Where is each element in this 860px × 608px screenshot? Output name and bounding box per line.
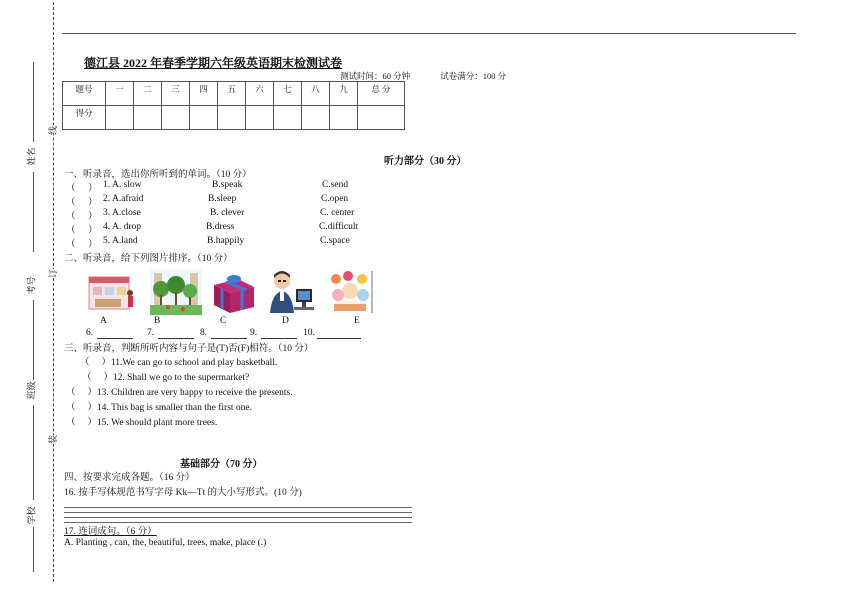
picture-d-computer-image (266, 269, 316, 315)
q3-option-b: B. clever (210, 208, 245, 218)
score-cell[interactable] (302, 106, 330, 130)
score-cell[interactable] (134, 106, 162, 130)
basics-section-title: 基础部分（70 分） (180, 459, 263, 470)
part3-heading: 三、听录音，判断所听内容与句子是(T)否(F)相符。（10 分） (64, 344, 314, 354)
q5-option-c: C.space (320, 236, 350, 246)
q7-answer-line[interactable] (158, 338, 194, 339)
q4-paren: （ (66, 226, 76, 236)
picture-b-label: B (154, 316, 161, 326)
score-cell[interactable] (218, 106, 246, 130)
margin-label-school: 学校 (26, 506, 37, 525)
margin-label-class: 班级 (26, 381, 37, 400)
margin-label-name: 姓名 (26, 147, 37, 166)
score-cell[interactable] (330, 106, 358, 130)
q2-option-c: C.open (321, 194, 349, 204)
picture-e-party-image (326, 269, 374, 315)
score-col-total: 总 分 (358, 82, 405, 106)
binding-mark-zhuang: 装 (45, 435, 60, 444)
q14: （ ）14. This bag is smaller than the first one. (66, 403, 253, 413)
q1-option-b: B.speak (212, 180, 243, 190)
q4-paren-close: ） (88, 226, 98, 236)
q1-paren-close: ） (88, 184, 98, 194)
q17-prompt: 17. 连词成句。（6 分） (64, 527, 157, 537)
picture-c-gift-image (208, 269, 258, 315)
margin-line-name-2 (33, 172, 34, 252)
q1-paren: （ (66, 184, 76, 194)
q17-item-a: A. Planting , can, the, beautiful, trees, make, place (.) (64, 538, 267, 548)
score-cell[interactable] (274, 106, 302, 130)
score-col-8: 八 (302, 82, 330, 106)
q2-paren: （ (66, 198, 76, 208)
handwriting-line[interactable] (64, 517, 412, 518)
picture-b-trees-image (150, 269, 202, 315)
q3-option-a: 3. A.close (103, 208, 141, 218)
exam-full-score: 试卷满分：100 分 (440, 71, 507, 81)
margin-line-name (33, 62, 34, 142)
score-col-7: 七 (274, 82, 302, 106)
score-cell[interactable] (106, 106, 134, 130)
q4-option-c: C.difficult (319, 222, 359, 232)
score-col-5: 五 (218, 82, 246, 106)
handwriting-line[interactable] (64, 507, 412, 508)
score-row-label: 得分 (63, 106, 106, 130)
score-cell[interactable] (358, 106, 405, 130)
q16-prompt: 16. 按手写体规范书写字母 Kk—Tt 的大小写形式。(10 分) (64, 488, 302, 498)
q7-label: 7. (147, 328, 155, 338)
q4-option-a: 4. A. drop (103, 222, 141, 232)
q9-answer-line[interactable] (261, 338, 297, 339)
q10-label: 10. (303, 328, 315, 338)
q5-paren: （ (66, 240, 76, 250)
score-col-1: 一 (106, 82, 134, 106)
q2-option-b: B.sleep (208, 194, 237, 204)
exam-title: 德江县 2022 年春季学期六年级英语期末检测试卷 (84, 56, 343, 70)
score-cell[interactable] (162, 106, 190, 130)
binding-mark-xian: 线 (45, 126, 60, 135)
picture-d-label: D (282, 316, 289, 326)
score-cell[interactable] (190, 106, 218, 130)
q3-paren: （ (66, 212, 76, 222)
margin-label-number: 考号 (26, 276, 37, 295)
score-col-2: 二 (134, 82, 162, 106)
q5-paren-close: ） (88, 240, 98, 250)
top-rule (62, 33, 796, 34)
q2-option-a: 2. A.afraid (103, 194, 144, 204)
score-table (62, 81, 405, 130)
q13: （ ）13. Children are very happy to receive the presents. (66, 388, 293, 398)
q5-option-a: 5. A.land (103, 236, 138, 246)
part1-heading: 一、听录音，选出你所听到的单词。（10 分） (64, 170, 252, 180)
q2-paren-close: ） (88, 198, 98, 208)
score-col-label: 题号 (63, 82, 106, 106)
q11: （ ）11.We can go to school and play basketball. (80, 358, 278, 368)
binding-dashed-line (53, 2, 54, 582)
score-col-6: 六 (246, 82, 274, 106)
margin-line-class (33, 405, 34, 500)
part4-heading: 四、按要求完成各题。（16 分） (64, 473, 195, 483)
score-col-4: 四 (190, 82, 218, 106)
picture-a-label: A (100, 316, 107, 326)
q5-option-b: B.happily (207, 236, 245, 246)
margin-line-number (33, 300, 34, 380)
score-col-3: 三 (162, 82, 190, 106)
q9-label: 9. (250, 328, 258, 338)
margin-line-school (33, 527, 34, 572)
handwriting-line[interactable] (64, 512, 412, 513)
picture-c-label: C (220, 316, 227, 326)
score-col-9: 九 (330, 82, 358, 106)
q8-answer-line[interactable] (211, 338, 247, 339)
q12: （ ）12. Shall we go to the supermarket? (82, 373, 250, 383)
score-cell[interactable] (246, 106, 274, 130)
q1-option-a: 1. A. slow (103, 180, 142, 190)
score-table-header-row (63, 82, 405, 106)
q4-option-b: B.dress (206, 222, 235, 232)
q15: （ ）15. We should plant more trees. (66, 418, 218, 428)
q3-paren-close: ） (88, 212, 98, 222)
part2-heading: 二、听录音，给下列图片排序。（10 分） (64, 254, 233, 264)
listening-section-title: 听力部分（30 分） (384, 156, 467, 167)
binding-mark-ding: 订 (45, 269, 60, 278)
score-table-score-row (63, 106, 405, 130)
exam-time: 测试时间：60 分钟 (340, 71, 411, 81)
picture-e-label: E (354, 316, 360, 326)
q3-option-c: C. center (320, 208, 355, 218)
q6-label: 6. (86, 328, 94, 338)
picture-a-store-image (86, 269, 138, 315)
q1-option-c: C.send (322, 180, 349, 190)
q6-answer-line[interactable] (97, 338, 133, 339)
q10-answer-line[interactable] (317, 338, 361, 339)
q8-label: 8. (200, 328, 208, 338)
